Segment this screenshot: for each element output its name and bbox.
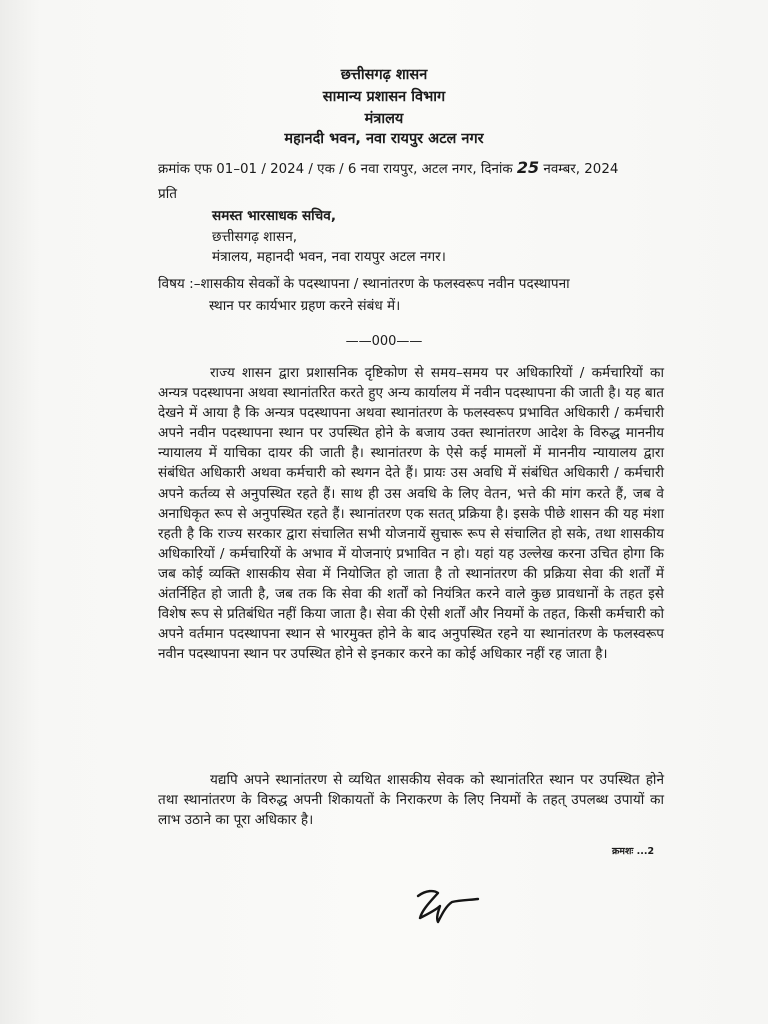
header-government: छत्तीसगढ़ शासन (340, 67, 428, 83)
signature-icon (412, 884, 482, 930)
header-ministry: मंत्रालय (364, 111, 404, 127)
date-day-handwritten: 25 (516, 158, 540, 177)
subject-line-2: स्थान पर कार्यभार ग्रहण करने संबंध में। (209, 298, 401, 314)
separator: ——000—— (345, 334, 423, 349)
body-paragraph-1: राज्य शासन द्वारा प्रशासनिक दृष्टिकोण से समय–समय पर अधिकारियों / कर्मचारियों का अन्यत्र पदस्थापना अथवा स्थानांतरित करते हुए अन्य कार्यालय में नवीन पदस्थापना की जाती है। यह बात देखने में आया है कि अन्यत्र पदस्थापना अथवा स्थानांतरण के फलस्वरूप प्रभावित अधिकारी / कर्मचारी अपने नवीन पदस्थापना स्थान पर उपस्थित होने के बजाय उक्त स्थानांतरण आदेश के विरुद्ध माननीय न्यायालय में याचिका दायर की जाती है। स्थानांतरण के ऐसे कई मामलों में माननीय न्यायालय द्वारा संबंधित अधिकारी अथवा कर्मचारी को स्थगन देते हैं। प्रायः उस अवधि में संबंधित अधिकारी / कर्मचारी अपने कर्तव्य से अनुपस्थित रहते हैं। साथ ही उस अवधि के लिए वेतन, भत्ते की मांग करते हैं, जब वे अनाधिकृत रूप से अनुपस्थित रहते हैं। स्थानांतरण एक सतत् प्रक्रिया है। इसके पीछे शासन की यह मंशा रहती है कि राज्य सरकार द्वारा संचालित सभी योजनायें सुचारू रूप से संचालित हो सके, तथा शासकीय अधिकारियों / कर्मचारियों के अभाव में योजनाएं प्रभावित न हो। यहां यह उल्लेख करना उचित होगा कि जब कोई व्यक्ति शासकीय सेवा में नियोजित हो जाता है तो स्थानांतरण की प्रक्रिया सेवा की शर्तों में अंतर्निहित हो जाती है, जब तक कि सेवा की शर्तों को नियंत्रित करने वाले कुछ प्रावधानों के तहत इसे विशेष रूप से प्रतिबंधित नहीं किया जाता है। सेवा की ऐसी शर्तों और नियमों के तहत, किसी कर्मचारी को अपने वर्तमान पदस्थापना स्थान से भारमुक्त होने के बाद अनुपस्थित रहने या स्थानांतरण के फलस्वरूप नवीन पदस्थापना स्थान पर उपस्थित होने से इनकार करने का कोई अधिकार नहीं रह जाता है। (158, 365, 664, 663)
header-department: सामान्य प्रशासन विभाग (322, 89, 446, 105)
reference-line (158, 158, 618, 177)
addressee-title: समस्त भारसाधक सचिव, (212, 208, 337, 224)
date-month-year: नवम्बर, 2024 (539, 162, 619, 177)
continuation-note: क्रमशः ...2 (612, 846, 655, 857)
reference-number: क्रमांक एफ 01–01 / 2024 / एक / 6 नवा रायपुर, अटल नगर, दिनांक (158, 162, 517, 177)
header-address: महानदी भवन, नवा रायपुर अटल नगर (284, 131, 484, 147)
to-label: प्रति (158, 186, 178, 202)
body-paragraph-2: यद्यपि अपने स्थानांतरण से व्यथित शासकीय सेवक को स्थानांतरित स्थान पर उपस्थित होने तथा स्थानांतरण के विरुद्ध अपनी शिकायतों के निराकरण के लिए नियमों के तहत् उपलब्ध उपायों का लाभ उठाने का पूरा अधिकार है। (158, 772, 664, 829)
addressee-address: मंत्रालय, महानदी भवन, नवा रायपुर अटल नगर। (212, 249, 446, 265)
addressee-government: छत्तीसगढ़ शासन, (212, 229, 298, 245)
subject-line-1: विषय :–शासकीय सेवकों के पदस्थापना / स्थानांतरण के फलस्वरूप नवीन पदस्थापना (158, 276, 570, 292)
